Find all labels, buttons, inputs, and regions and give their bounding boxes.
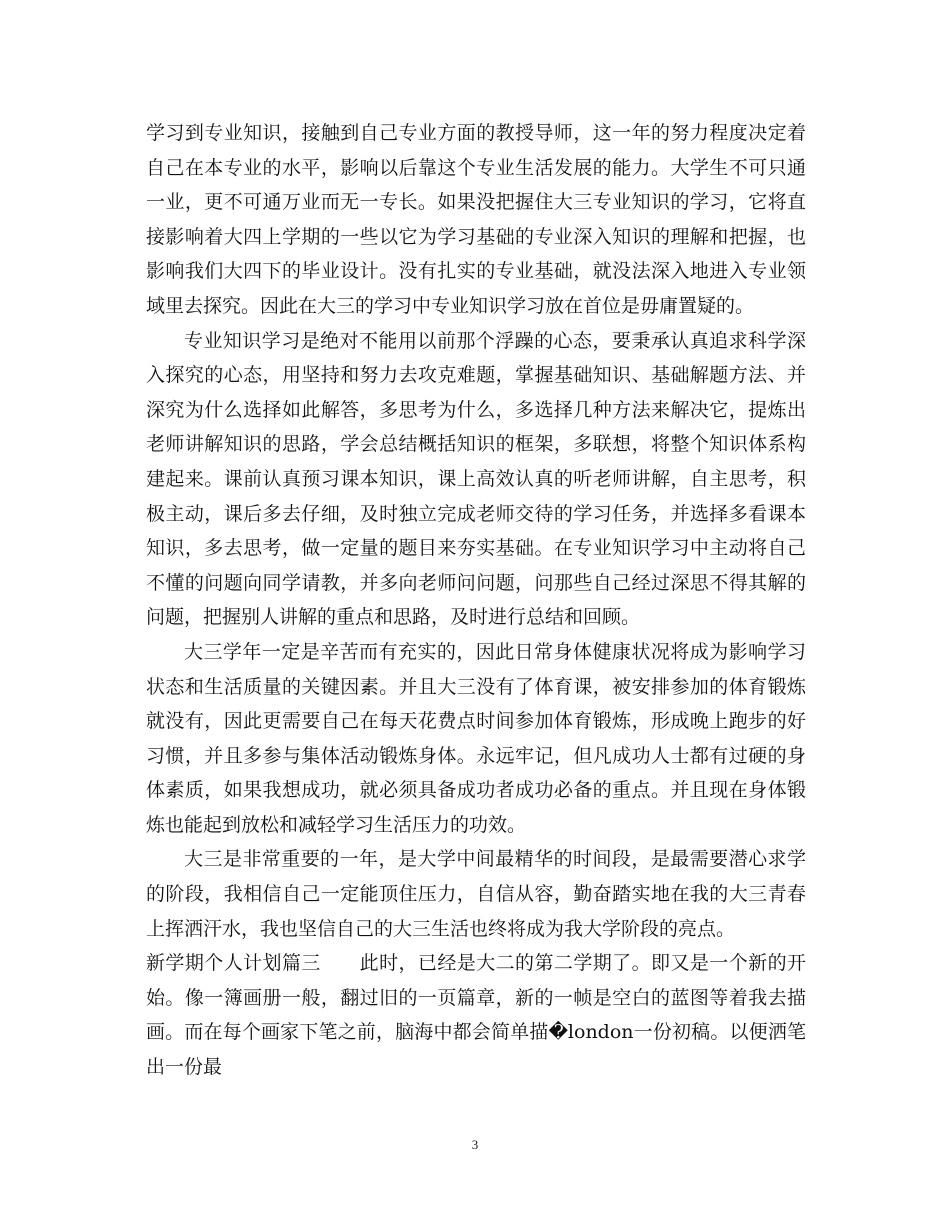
document-body [146, 116, 806, 1085]
paragraph-5: 新学期个人计划篇三 此时，已经是大二的第二学期了。即又是一个新的开始。像一簿画册一般，翻过旧的一页篇章，新的一帧是空白的蓝图等着我去描画。而在每个画家下笔之前，脑海中都会简单描�london一份初稿。以便洒笔出一份最 [146, 952, 806, 1079]
page-number: 3 [471, 1137, 479, 1152]
paragraph-3: 大三学年一定是辛苦而有充实的，因此日常身体健康状况将成为影响学习状态和生活质量的关键因素。并且大三没有了体育课，被安排参加的体育锻炼就没有，因此更需要自己在每天花费点时间参加体育锻炼，形成晚上跑步的好习惯，并且多参与集体活动锻炼身体。永远牢记，但凡成功人士都有过硬的身体素质，如果我想成功，就必须具备成功者成功必备的重点。并且现在身体锻炼也能起到放松和减轻学习生活压力的功效。 [146, 640, 806, 836]
paragraph-2: 专业知识学习是绝对不能用以前那个浮躁的心态，要秉承认真追求科学深入探究的心态，用坚持和努力去攻克难题，掌握基础知识、基础解题方法、并深究为什么选择如此解答，多思考为什么，多选择几种方法来解决它，提炼出老师讲解知识的思路，学会总结概括知识的框架，多联想，将整个知识体系构建起来。课前认真预习课本知识，课上高效认真的听老师讲解，自主思考，积极主动，课后多去仔细，及时独立完成老师交待的学习任务，并选择多看课本知识，多去思考，做一定量的题目来夯实基础。在专业知识学习中主动将自己不懂的问题向同学请教，并多向老师问问题，问那些自己经过深思不得其解的问题，把握别人讲解的重点和思路，及时进行总结和回顾。 [146, 329, 806, 629]
paragraph-1: 学习到专业知识，接触到自己专业方面的教授导师，这一年的努力程度决定着自己在本专业的水平，影响以后靠这个专业生活发展的能力。大学生不可只通一业，更不可通万业而无一专长。如果没把握住大三专业知识的学习，它将直接影响着大四上学期的一些以它为学习基础的专业深入知识的理解和把握，也影响我们大四下的毕业设计。没有扎实的专业基础，就没法深入地进入专业领域里去探究。因此在大三的学习中专业知识学习放在首位是毋庸置疑的。 [146, 122, 806, 317]
paragraph-4: 大三是非常重要的一年，是大学中间最精华的时间段，是最需要潜心求学的阶段，我相信自己一定能顶住压力，自信从容，勤奋踏实地在我的大三青春上挥洒汗水，我也坚信自己的大三生活也终将成为我大学阶段的亮点。 [146, 848, 806, 940]
